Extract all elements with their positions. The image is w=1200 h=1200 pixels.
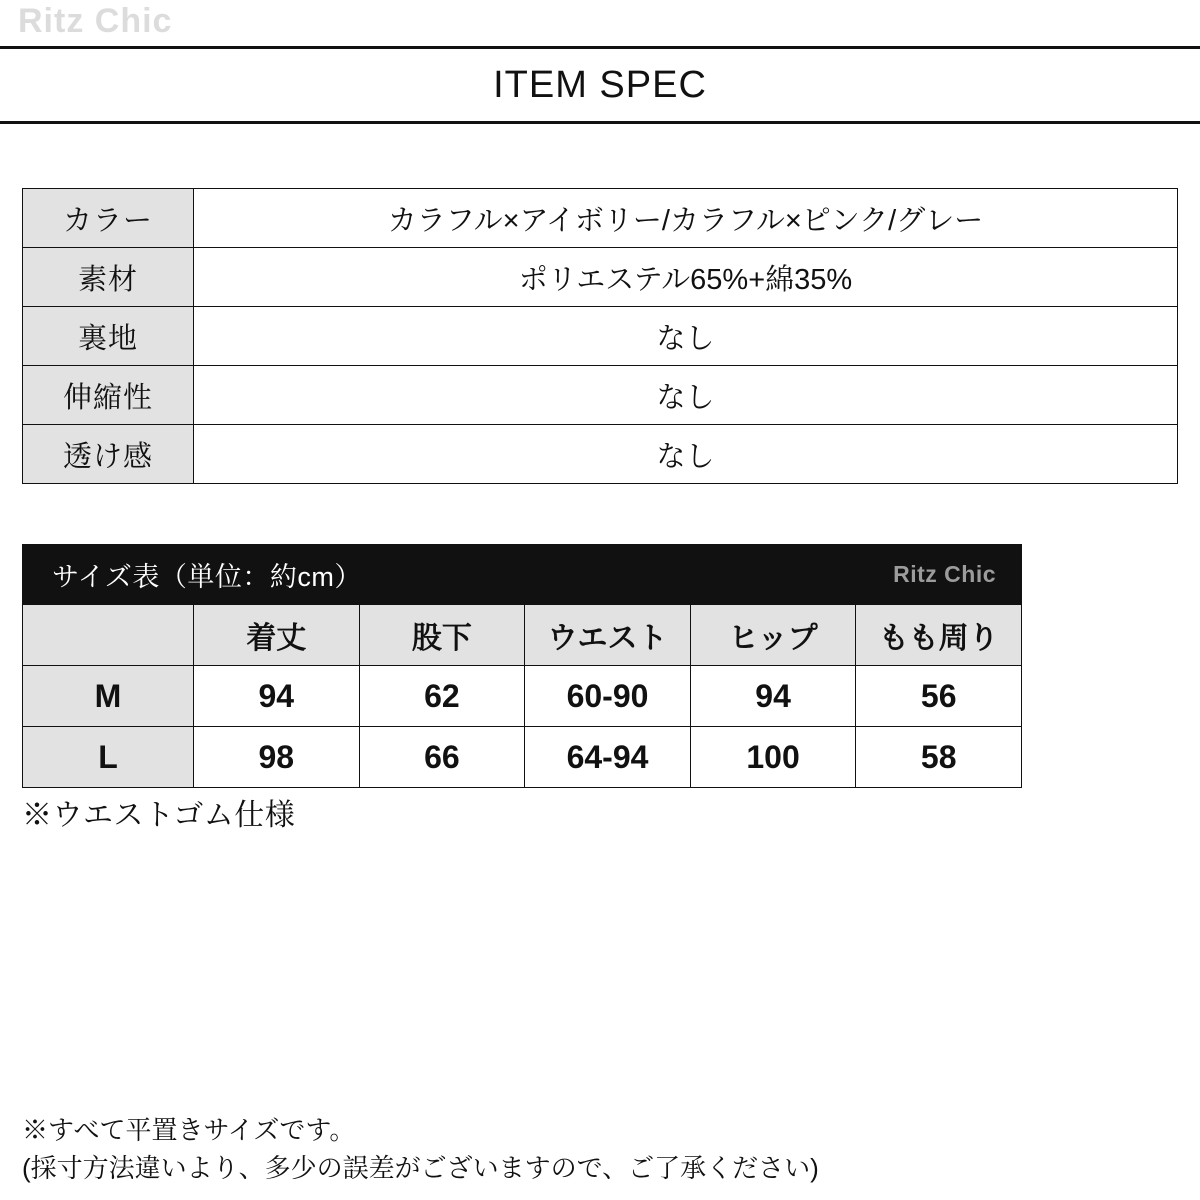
table-row [23,307,1178,366]
size-table [22,604,1022,788]
size-table-col-hip: ヒップ [690,605,856,666]
size-row-label-l: L [23,727,194,788]
table-row [23,727,1022,788]
spec-label-sheerness: 透け感 [23,425,194,484]
size-table-col-thigh: もも周り [856,605,1022,666]
size-chart-title: サイズ表（単位：約cm） [52,561,362,592]
size-table-corner [23,605,194,666]
table-row [23,366,1178,425]
spec-label-color: カラー [23,189,194,248]
spec-label-material: 素材 [23,248,194,307]
size-cell-l-length: 98 [194,727,360,788]
page-title: ITEM SPEC [493,63,707,106]
size-chart-block [22,544,1022,788]
spec-label-lining: 裏地 [23,307,194,366]
size-table-col-inseam: 股下 [359,605,525,666]
table-header-row [23,605,1022,666]
table-row [23,189,1178,248]
size-chart-header [22,544,1022,604]
size-cell-m-inseam: 62 [359,666,525,727]
page-header [0,46,1200,124]
spec-value-lining: なし [194,307,1178,366]
table-row [23,248,1178,307]
size-chart-note: ※ウエストゴム仕様 [22,799,296,832]
size-table-col-waist: ウエスト [525,605,691,666]
size-cell-m-waist: 60-90 [525,666,691,727]
spec-value-material: ポリエステル65%+綿35% [194,248,1178,307]
size-cell-l-hip: 100 [690,727,856,788]
size-row-label-m: M [23,666,194,727]
footer-notes [22,1112,819,1187]
footer-note-line1: ※すべて平置きサイズです。 [22,1115,356,1145]
footer-note-line2: (採寸方法違いより、多少の誤差がございますので、ご了承ください) [22,1152,819,1183]
size-table-col-length: 着丈 [194,605,360,666]
size-cell-l-inseam: 66 [359,727,525,788]
size-cell-m-length: 94 [194,666,360,727]
table-row [23,425,1178,484]
spec-value-sheerness: なし [194,425,1178,484]
spec-value-color: カラフル×アイボリー/カラフル×ピンク/グレー [194,189,1178,248]
size-cell-m-thigh: 56 [856,666,1022,727]
size-cell-l-thigh: 58 [856,727,1022,788]
size-cell-l-waist: 64-94 [525,727,691,788]
spec-label-stretch: 伸縮性 [23,366,194,425]
spec-value-stretch: なし [194,366,1178,425]
table-row [23,666,1022,727]
size-cell-m-hip: 94 [690,666,856,727]
spec-table [22,188,1178,484]
top-watermark: Ritz Chic [18,2,173,40]
size-chart-watermark: Ritz Chic [893,560,996,587]
